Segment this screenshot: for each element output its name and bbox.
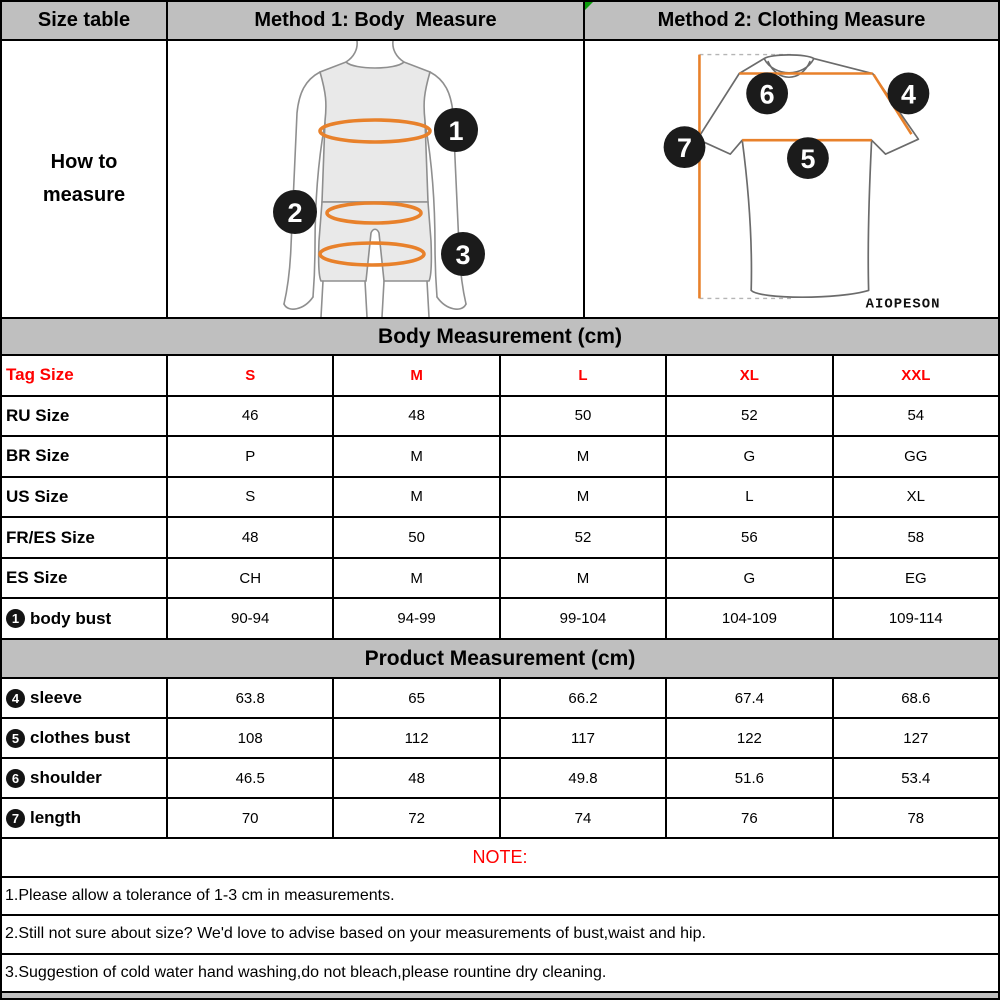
- cell-value: 49.8: [501, 759, 665, 797]
- cell-value: G: [667, 437, 831, 476]
- cell-value: M: [501, 478, 665, 517]
- table-row-sleeve: [2, 679, 998, 717]
- table-row-us-size: [2, 478, 998, 517]
- cell-value: 122: [667, 719, 831, 757]
- cell-value: 50: [501, 397, 665, 436]
- cell-value: 58: [834, 518, 998, 557]
- cell-value: 48: [334, 759, 498, 797]
- cell-value: 50: [334, 518, 498, 557]
- cell-value: 76: [667, 799, 831, 837]
- size-col-l: L: [501, 356, 665, 395]
- body-measurement-table: [2, 356, 998, 638]
- size-col-xxl: XXL: [834, 356, 998, 395]
- cell-value: 65: [334, 679, 498, 717]
- table-row-es-size: [2, 559, 998, 598]
- brand-text: AIOPESON: [865, 296, 941, 313]
- row-label: 4 sleeve: [2, 679, 166, 717]
- cell-value: GG: [834, 437, 998, 476]
- body-figure-illustration: [168, 41, 583, 317]
- cell-value: 51.6: [667, 759, 831, 797]
- cell-value: 52: [501, 518, 665, 557]
- size-col-xl: XL: [667, 356, 831, 395]
- cell-value: 53.4: [834, 759, 998, 797]
- svg-text:4: 4: [900, 79, 916, 110]
- cell-value: 52: [667, 397, 831, 436]
- cell-value: L: [667, 478, 831, 517]
- row-label: US Size: [2, 478, 166, 517]
- product-measurement-title: [2, 640, 998, 677]
- header-method2-label: Method 2: Clothing Measure: [657, 9, 926, 31]
- header-size-table-label: Size table: [37, 9, 131, 31]
- note-list: [2, 878, 998, 991]
- row-label: 5 clothes bust: [2, 719, 166, 757]
- cell-value: 63.8: [168, 679, 332, 717]
- note-item-2: 2.Still not sure about size? We'd love to advise based on your measurements of bust,waist and hip.: [2, 916, 998, 952]
- row-label: 7 length: [2, 799, 166, 837]
- marker-2-waist: [273, 190, 317, 234]
- cell-value: 94-99: [334, 599, 498, 638]
- cell-value: 66.2: [501, 679, 665, 717]
- clothing-measure-diagram: [585, 41, 998, 317]
- note-title-label: NOTE:: [472, 847, 528, 867]
- cell-value: CH: [168, 559, 332, 598]
- how-to-measure-line1: How to: [50, 151, 118, 173]
- marker-6-badge: 6: [6, 769, 25, 788]
- cell-value: 46.5: [168, 759, 332, 797]
- cell-value: 67.4: [667, 679, 831, 717]
- cell-value: M: [334, 478, 498, 517]
- header-method2: [585, 2, 998, 39]
- svg-text:6: 6: [759, 79, 775, 110]
- cell-value: 68.6: [834, 679, 998, 717]
- marker-1-badge: 1: [6, 609, 25, 628]
- cell-value: 54: [834, 397, 998, 436]
- cell-value: 48: [168, 518, 332, 557]
- marker-4-badge: 4: [6, 689, 25, 708]
- row-label: 1 body bust: [2, 599, 166, 638]
- marker-4-sleeve: [888, 73, 930, 115]
- product-measurement-table: [2, 679, 998, 837]
- table-row-br-size: [2, 437, 998, 476]
- body-measurement-title-label: Body Measurement (cm): [378, 324, 622, 348]
- note-item-1: 1.Please allow a tolerance of 1-3 cm in measurements.: [2, 878, 998, 914]
- row-label: BR Size: [2, 437, 166, 476]
- cell-value: 48: [334, 397, 498, 436]
- header-size-table: [2, 2, 166, 39]
- cell-value: EG: [834, 559, 998, 598]
- header-method1: [168, 2, 583, 39]
- top-header-row: [2, 2, 998, 39]
- size-col-s: S: [168, 356, 332, 395]
- cell-value: M: [501, 437, 665, 476]
- cell-value: 74: [501, 799, 665, 837]
- table-row-clothes-bust: [2, 719, 998, 757]
- cell-value: 109-114: [834, 599, 998, 638]
- svg-text:7: 7: [677, 133, 692, 164]
- cell-value: XL: [834, 478, 998, 517]
- cell-value: 127: [834, 719, 998, 757]
- note-item-3: 3.Suggestion of cold water hand washing,do not bleach,please rountine dry cleaning.: [2, 955, 998, 991]
- cell-value: G: [667, 559, 831, 598]
- cell-value: M: [334, 437, 498, 476]
- body-measurement-title: [2, 319, 998, 354]
- cell-value: 90-94: [168, 599, 332, 638]
- cell-value: 72: [334, 799, 498, 837]
- marker-7-length: [664, 126, 706, 168]
- table-row-shoulder: [2, 759, 998, 797]
- svg-text:1: 1: [448, 116, 464, 146]
- body-measure-diagram: [168, 41, 583, 317]
- table-row-tag-size: [2, 356, 998, 395]
- table-row-ru-size: [2, 397, 998, 436]
- tshirt-illustration: [585, 41, 998, 317]
- cell-value: 108: [168, 719, 332, 757]
- marker-5-badge: 5: [6, 729, 25, 748]
- cell-value: 46: [168, 397, 332, 436]
- cell-value: 104-109: [667, 599, 831, 638]
- diagram-row: [2, 41, 998, 317]
- cell-value: P: [168, 437, 332, 476]
- cell-corner-flag: [585, 2, 593, 10]
- how-to-measure-line2: measure: [42, 184, 126, 206]
- row-label: ES Size: [2, 559, 166, 598]
- cell-value: 112: [334, 719, 498, 757]
- header-method1-label: Method 1: Body Measure: [254, 9, 497, 31]
- row-label: FR/ES Size: [2, 518, 166, 557]
- table-row-fres-size: [2, 518, 998, 557]
- cell-value: 117: [501, 719, 665, 757]
- cell-value: 70: [168, 799, 332, 837]
- svg-text:5: 5: [800, 144, 816, 175]
- cell-value: 99-104: [501, 599, 665, 638]
- marker-3-hip: [441, 232, 485, 276]
- svg-text:3: 3: [455, 240, 471, 270]
- marker-7-badge: 7: [6, 809, 25, 828]
- svg-text:2: 2: [287, 198, 303, 228]
- cell-value: 56: [667, 518, 831, 557]
- bottom-gray-strip: [2, 993, 998, 998]
- product-measurement-title-label: Product Measurement (cm): [364, 646, 636, 670]
- how-to-measure-cell: [2, 41, 166, 317]
- cell-value: M: [501, 559, 665, 598]
- table-row-body-bust: [2, 599, 998, 638]
- marker-1-bust: [434, 108, 478, 152]
- size-col-m: M: [334, 356, 498, 395]
- cell-value: 78: [834, 799, 998, 837]
- row-label: RU Size: [2, 397, 166, 436]
- note-title: [2, 839, 998, 876]
- table-row-length: [2, 799, 998, 837]
- marker-6-shoulder: [746, 73, 788, 115]
- row-label: 6 shoulder: [2, 759, 166, 797]
- cell-value: S: [168, 478, 332, 517]
- marker-5-clothes-bust: [787, 137, 829, 179]
- cell-value: M: [334, 559, 498, 598]
- row-label: Tag Size: [2, 356, 166, 395]
